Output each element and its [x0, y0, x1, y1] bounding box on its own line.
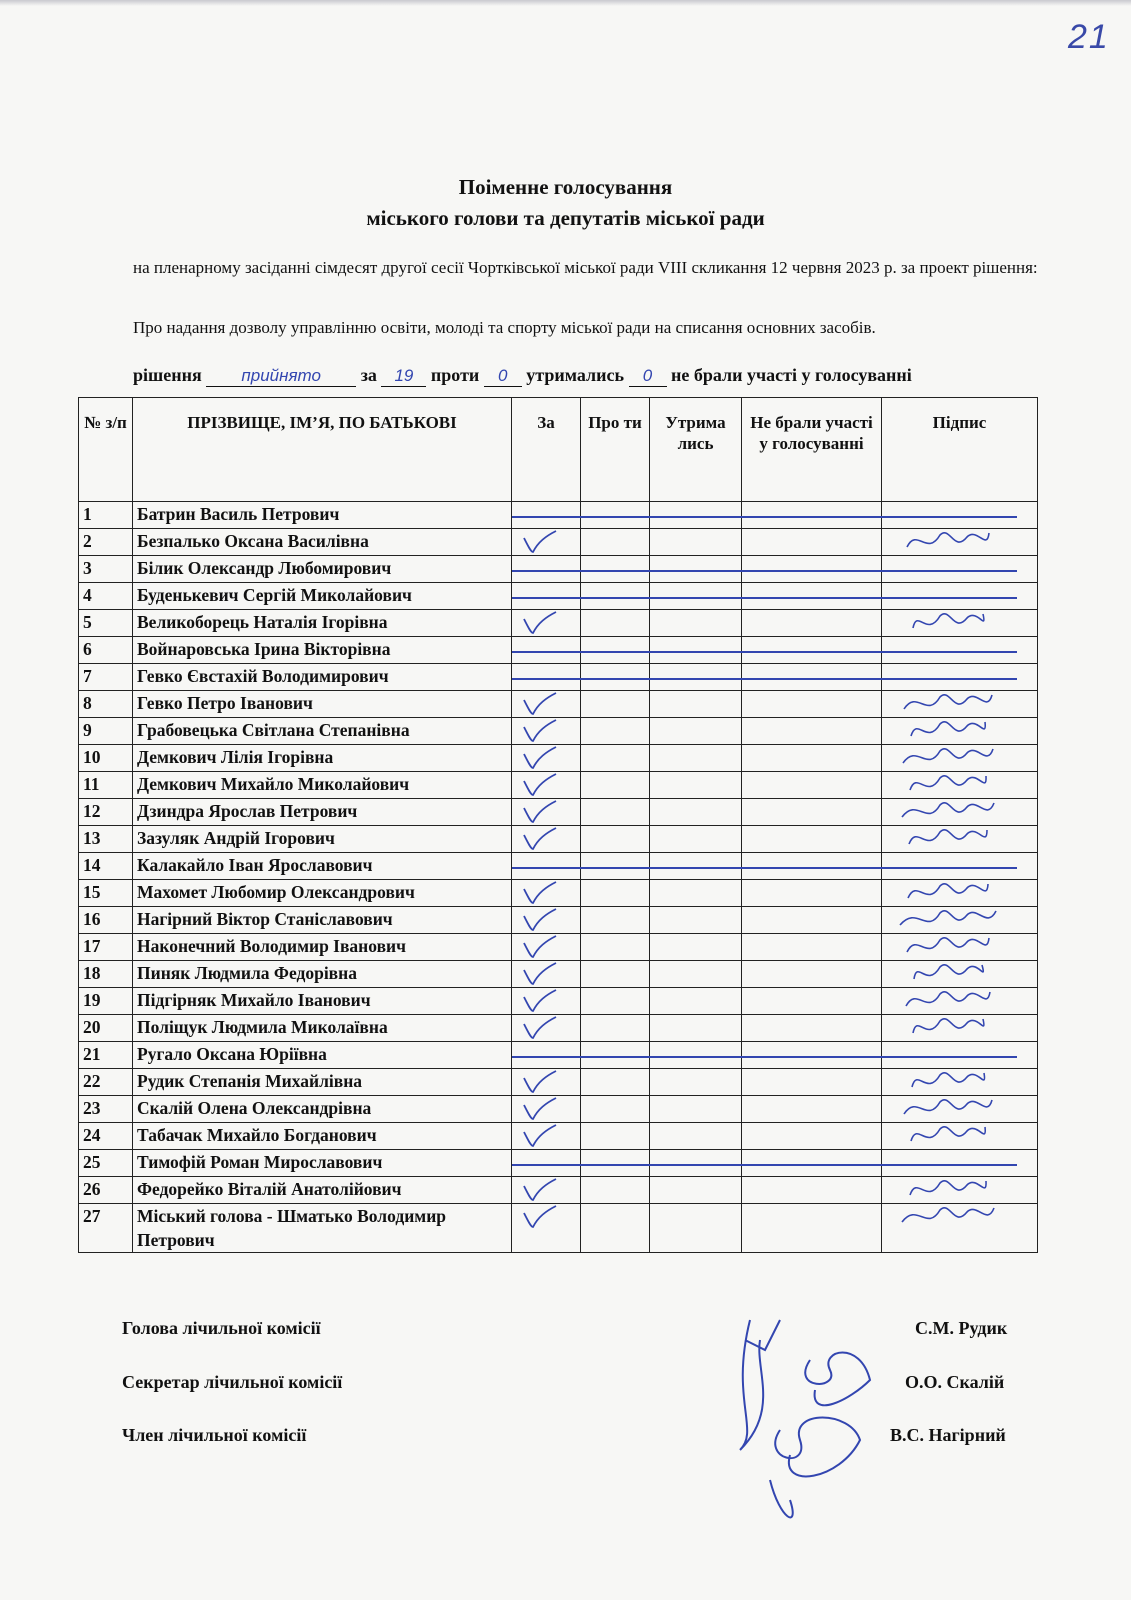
vote-abstained-cell: [650, 1069, 742, 1096]
deputy-name: Махомет Любомир Олександрович: [133, 880, 512, 907]
against-count: 0: [484, 366, 522, 387]
vote-for-cell: [512, 1204, 581, 1253]
row-number: 4: [79, 583, 133, 610]
commission-member-role: Член лічильної комісії: [122, 1425, 307, 1445]
vote-not-voted-cell: [742, 502, 882, 529]
vote-against-cell: [581, 529, 650, 556]
checkmark-icon: [520, 1070, 558, 1094]
deputy-name: Грабовецька Світлана Степанівна: [133, 718, 512, 745]
deputy-name: Безпалько Оксана Василівна: [133, 529, 512, 556]
vote-abstained-cell: [650, 718, 742, 745]
deputy-name: Підгірняк Михайло Іванович: [133, 988, 512, 1015]
deputy-name: Буденькевич Сергій Миколайович: [133, 583, 512, 610]
row-number: 22: [79, 1069, 133, 1096]
row-number: 14: [79, 853, 133, 880]
vote-not-voted-cell: [742, 907, 882, 934]
vote-against-cell: [581, 961, 650, 988]
vote-abstained-cell: [650, 1015, 742, 1042]
vote-for-cell: [512, 745, 581, 772]
vote-not-voted-cell: [742, 1204, 882, 1253]
table-row: [79, 610, 1038, 637]
table-row: [79, 529, 1038, 556]
row-number: 9: [79, 718, 133, 745]
vote-against-cell: [581, 502, 650, 529]
table-row: [79, 1015, 1038, 1042]
row-number: 26: [79, 1177, 133, 1204]
vote-abstained-cell: [650, 1096, 742, 1123]
decision-line: [133, 365, 1063, 387]
deputy-name: Войнаровська Ірина Вікторівна: [133, 637, 512, 664]
vote-abstained-cell: [650, 880, 742, 907]
row-number: 1: [79, 502, 133, 529]
vote-abstained-cell: [650, 1177, 742, 1204]
deputy-name: Наконечний Володимир Іванович: [133, 934, 512, 961]
signature-cell: [882, 1204, 1038, 1253]
vote-against-cell: [581, 556, 650, 583]
vote-for-cell: [512, 556, 581, 583]
vote-for-cell: [512, 637, 581, 664]
vote-abstained-cell: [650, 934, 742, 961]
vote-not-voted-cell: [742, 826, 882, 853]
commission-chair-role: Голова лічильної комісії: [122, 1318, 321, 1338]
checkmark-icon: [520, 1205, 558, 1229]
vote-against-cell: [581, 1204, 650, 1253]
vote-abstained-cell: [650, 583, 742, 610]
vote-not-voted-cell: [742, 583, 882, 610]
page-number: 21: [1068, 18, 1110, 56]
signature-cell: [882, 556, 1038, 583]
deputy-name: Батрин Василь Петрович: [133, 502, 512, 529]
row-number: 15: [79, 880, 133, 907]
header-abstained: Утрима лись: [650, 398, 742, 502]
deputy-name: Федорейко Віталій Анатолійович: [133, 1177, 512, 1204]
row-number: 16: [79, 907, 133, 934]
vote-not-voted-cell: [742, 745, 882, 772]
deputy-name: Демкович Лілія Ігорівна: [133, 745, 512, 772]
vote-table-body: [79, 502, 1038, 1253]
vote-not-voted-cell: [742, 664, 882, 691]
table-row: [79, 1204, 1038, 1253]
vote-against-cell: [581, 853, 650, 880]
vote-against-cell: [581, 772, 650, 799]
vote-abstained-cell: [650, 772, 742, 799]
deputy-name: Скалій Олена Олександрівна: [133, 1096, 512, 1123]
checkmark-icon: [520, 719, 558, 743]
page-subtitle: міського голови та депутатів міської ради: [366, 206, 765, 230]
vote-not-voted-cell: [742, 988, 882, 1015]
table-row: [79, 556, 1038, 583]
checkmark-icon: [520, 611, 558, 635]
signature-scribble: [892, 1117, 1012, 1153]
vote-for-cell: [512, 718, 581, 745]
not-voted-label: не брали участі у голосуванні: [671, 365, 912, 385]
row-number: 27: [79, 1204, 133, 1253]
scan-edge: [0, 0, 1131, 6]
vote-for-cell: [512, 1042, 581, 1069]
row-number: 3: [79, 556, 133, 583]
signature-scribble: [892, 604, 1012, 640]
signature-cell: [882, 826, 1038, 853]
abstained-count: 0: [629, 366, 667, 387]
checkmark-icon: [520, 1124, 558, 1148]
deputy-name: Гевко Євстахій Володимирович: [133, 664, 512, 691]
vote-abstained-cell: [650, 853, 742, 880]
signature-scribble: [892, 523, 1012, 559]
vote-abstained-cell: [650, 799, 742, 826]
row-number: 19: [79, 988, 133, 1015]
deputy-name: Зазуляк Андрій Ігорович: [133, 826, 512, 853]
vote-not-voted-cell: [742, 799, 882, 826]
vote-against-cell: [581, 1069, 650, 1096]
checkmark-icon: [520, 692, 558, 716]
row-number: 13: [79, 826, 133, 853]
checkmark-icon: [520, 908, 558, 932]
vote-against-cell: [581, 718, 650, 745]
vote-table: [78, 397, 1038, 1253]
vote-not-voted-cell: [742, 961, 882, 988]
row-number: 23: [79, 1096, 133, 1123]
vote-abstained-cell: [650, 826, 742, 853]
vote-abstained-cell: [650, 691, 742, 718]
checkmark-icon: [520, 773, 558, 797]
vote-abstained-cell: [650, 556, 742, 583]
vote-not-voted-cell: [742, 1096, 882, 1123]
vote-abstained-cell: [650, 961, 742, 988]
vote-for-cell: [512, 502, 581, 529]
vote-against-cell: [581, 934, 650, 961]
deputy-name: Калакайло Іван Ярославович: [133, 853, 512, 880]
vote-against-cell: [581, 799, 650, 826]
decision-label: рішення: [133, 365, 202, 385]
row-number: 2: [79, 529, 133, 556]
checkmark-icon: [520, 962, 558, 986]
vote-not-voted-cell: [742, 1042, 882, 1069]
vote-not-voted-cell: [742, 1123, 882, 1150]
commission-chair-name: С.М. Рудик: [915, 1318, 1008, 1338]
against-label: проти: [430, 365, 480, 385]
vote-against-cell: [581, 1123, 650, 1150]
header-name: ПРІЗВИЩЕ, ІМ’Я, ПО БАТЬКОВІ: [133, 398, 512, 502]
vote-not-voted-cell: [742, 880, 882, 907]
checkmark-icon: [520, 530, 558, 554]
vote-for-cell: [512, 826, 581, 853]
deputy-name: Поліщук Людмила Миколаївна: [133, 1015, 512, 1042]
vote-not-voted-cell: [742, 1177, 882, 1204]
vote-not-voted-cell: [742, 853, 882, 880]
vote-for-cell: [512, 907, 581, 934]
vote-abstained-cell: [650, 637, 742, 664]
vote-not-voted-cell: [742, 529, 882, 556]
header-not-voted: Не брали участі у голосуванні: [742, 398, 882, 502]
vote-not-voted-cell: [742, 934, 882, 961]
header-signature: Підпис: [882, 398, 1038, 502]
vote-against-cell: [581, 745, 650, 772]
vote-not-voted-cell: [742, 718, 882, 745]
row-number: 21: [79, 1042, 133, 1069]
row-number: 18: [79, 961, 133, 988]
row-number: 10: [79, 745, 133, 772]
vote-abstained-cell: [650, 1042, 742, 1069]
deputy-name: Рудик Степанія Михайлівна: [133, 1069, 512, 1096]
deputy-name: Демкович Михайло Миколайович: [133, 772, 512, 799]
vote-for-cell: [512, 529, 581, 556]
checkmark-icon: [520, 827, 558, 851]
vote-against-cell: [581, 1096, 650, 1123]
commission-signatures-scribble: [720, 1280, 900, 1540]
vote-against-cell: [581, 610, 650, 637]
deputy-name: Великоборець Наталія Ігорівна: [133, 610, 512, 637]
deputy-name: Дзиндра Ярослав Петрович: [133, 799, 512, 826]
vote-against-cell: [581, 664, 650, 691]
header-against: Про ти: [581, 398, 650, 502]
signature-cell: [882, 1015, 1038, 1042]
row-number: 17: [79, 934, 133, 961]
vote-against-cell: [581, 1150, 650, 1177]
vote-abstained-cell: [650, 745, 742, 772]
vote-for-cell: [512, 1177, 581, 1204]
row-number: 12: [79, 799, 133, 826]
vote-for-cell: [512, 1015, 581, 1042]
vote-for-cell: [512, 664, 581, 691]
deputy-name: Міський голова - Шматько Володимир Петрович: [133, 1204, 512, 1253]
vote-against-cell: [581, 691, 650, 718]
vote-not-voted-cell: [742, 1015, 882, 1042]
vote-abstained-cell: [650, 1150, 742, 1177]
header-num: № з/п: [79, 398, 133, 502]
vote-against-cell: [581, 880, 650, 907]
for-count: 19: [381, 366, 426, 387]
vote-against-cell: [581, 907, 650, 934]
checkmark-icon: [520, 989, 558, 1013]
vote-not-voted-cell: [742, 1150, 882, 1177]
deputy-name: Тимофій Роман Мирославович: [133, 1150, 512, 1177]
deputy-name: Табачак Михайло Богданович: [133, 1123, 512, 1150]
deputy-name: Ругало Оксана Юріївна: [133, 1042, 512, 1069]
vote-for-cell: [512, 1123, 581, 1150]
intro-text: на пленарному засіданні сімдесят другої сесії Чортківської міської ради VIII скликання 12 червня 2023 р. за проект рішення:: [133, 258, 1038, 277]
vote-not-voted-cell: [742, 691, 882, 718]
vote-not-voted-cell: [742, 1069, 882, 1096]
abstained-label: утримались: [526, 365, 624, 385]
signature-scribble: [892, 1009, 1012, 1045]
signature-cell: [882, 1123, 1038, 1150]
checkmark-icon: [520, 1178, 558, 1202]
checkmark-icon: [520, 881, 558, 905]
vote-for-cell: [512, 583, 581, 610]
checkmark-icon: [520, 746, 558, 770]
vote-not-voted-cell: [742, 637, 882, 664]
vote-for-cell: [512, 610, 581, 637]
vote-abstained-cell: [650, 1204, 742, 1253]
vote-for-cell: [512, 853, 581, 880]
signature-cell: [882, 637, 1038, 664]
vote-for-cell: [512, 1096, 581, 1123]
row-number: 6: [79, 637, 133, 664]
vote-abstained-cell: [650, 664, 742, 691]
vote-for-cell: [512, 772, 581, 799]
checkmark-icon: [520, 800, 558, 824]
project-text: Про надання дозволу управлінню освіти, молоді та спорту міської ради на списання основних засобів.: [133, 318, 876, 337]
table-row: [79, 1123, 1038, 1150]
commission-secretary-role: Секретар лічильної комісії: [122, 1372, 343, 1392]
commission-secretary-name: О.О. Скалій: [905, 1372, 1005, 1392]
vote-abstained-cell: [650, 529, 742, 556]
commission-member-name: В.С. Нагірний: [890, 1425, 1006, 1445]
vote-for-cell: [512, 934, 581, 961]
vote-for-cell: [512, 880, 581, 907]
vote-for-cell: [512, 691, 581, 718]
signature-scribble: [892, 1198, 1012, 1234]
vote-against-cell: [581, 1015, 650, 1042]
row-number: 24: [79, 1123, 133, 1150]
deputy-name: Нагірний Віктор Станіславович: [133, 907, 512, 934]
vote-for-cell: [512, 1069, 581, 1096]
vote-abstained-cell: [650, 988, 742, 1015]
vote-not-voted-cell: [742, 772, 882, 799]
vote-not-voted-cell: [742, 556, 882, 583]
vote-against-cell: [581, 988, 650, 1015]
table-row: [79, 637, 1038, 664]
for-label: за: [360, 365, 377, 385]
vote-abstained-cell: [650, 610, 742, 637]
checkmark-icon: [520, 1097, 558, 1121]
vote-against-cell: [581, 637, 650, 664]
vote-abstained-cell: [650, 502, 742, 529]
table-row: [79, 826, 1038, 853]
vote-for-cell: [512, 988, 581, 1015]
vote-against-cell: [581, 583, 650, 610]
signature-cell: [882, 529, 1038, 556]
vote-not-voted-cell: [742, 610, 882, 637]
row-number: 7: [79, 664, 133, 691]
checkmark-icon: [520, 935, 558, 959]
deputy-name: Білик Олександр Любомирович: [133, 556, 512, 583]
row-number: 20: [79, 1015, 133, 1042]
vote-against-cell: [581, 826, 650, 853]
row-number: 8: [79, 691, 133, 718]
vote-against-cell: [581, 1177, 650, 1204]
vote-for-cell: [512, 799, 581, 826]
signature-scribble: [892, 820, 1012, 856]
vote-abstained-cell: [650, 1123, 742, 1150]
deputy-name: Гевко Петро Іванович: [133, 691, 512, 718]
row-number: 5: [79, 610, 133, 637]
checkmark-icon: [520, 1016, 558, 1040]
vote-abstained-cell: [650, 907, 742, 934]
decision-value: прийнято: [206, 366, 356, 387]
deputy-name: Пиняк Людмила Федорівна: [133, 961, 512, 988]
vote-for-cell: [512, 961, 581, 988]
header-for: За: [512, 398, 581, 502]
signature-cell: [882, 610, 1038, 637]
row-number: 11: [79, 772, 133, 799]
vote-against-cell: [581, 1042, 650, 1069]
vote-for-cell: [512, 1150, 581, 1177]
vote-table-header: [79, 398, 1038, 502]
page-title: Поіменне голосування: [458, 175, 673, 199]
row-number: 25: [79, 1150, 133, 1177]
